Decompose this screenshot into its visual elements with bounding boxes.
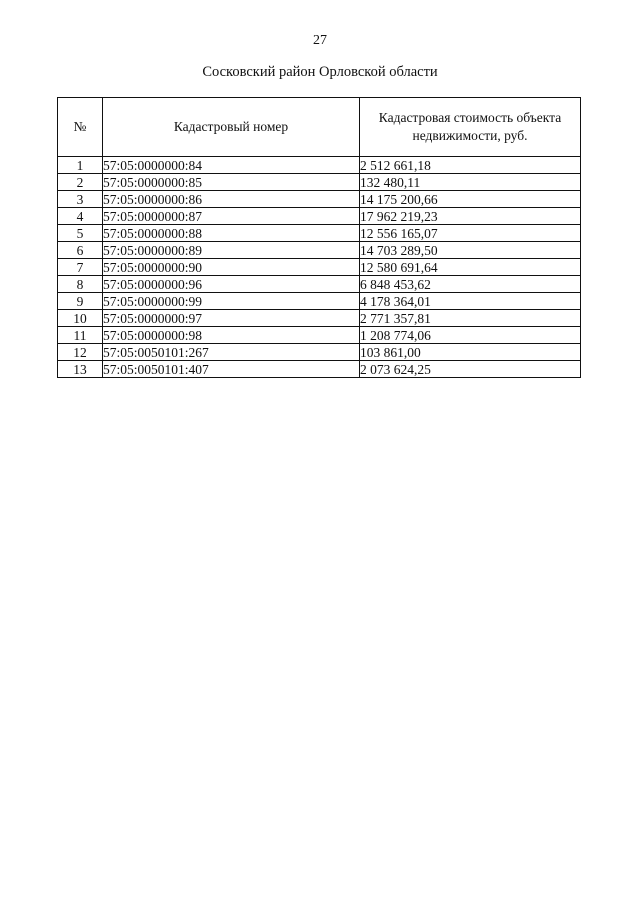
row-cadastral-value: 1 208 774,06 xyxy=(360,327,581,344)
header-cadastral-number: Кадастровый номер xyxy=(103,98,360,157)
table-row xyxy=(58,259,581,276)
row-cadastral-number: 57:05:0000000:89 xyxy=(103,242,360,259)
row-cadastral-value: 2 512 661,18 xyxy=(360,157,581,174)
table-row xyxy=(58,293,581,310)
table-row xyxy=(58,174,581,191)
document-title: Сосковский район Орловской области xyxy=(202,64,438,80)
row-cadastral-number: 57:05:0000000:88 xyxy=(103,225,360,242)
table-row xyxy=(58,327,581,344)
row-cadastral-number: 57:05:0050101:407 xyxy=(103,361,360,378)
row-number: 8 xyxy=(58,276,103,293)
row-number: 3 xyxy=(58,191,103,208)
row-cadastral-value: 2 771 357,81 xyxy=(360,310,581,327)
header-cadastral-value: Кадастровая стоимость объекта недвижимости, руб. xyxy=(360,98,581,157)
table-row xyxy=(58,361,581,378)
row-number: 2 xyxy=(58,174,103,191)
table-row xyxy=(58,208,581,225)
row-cadastral-number: 57:05:0000000:86 xyxy=(103,191,360,208)
row-number: 10 xyxy=(58,310,103,327)
table-row xyxy=(58,191,581,208)
page-number: 27 xyxy=(313,33,327,48)
header-num: № xyxy=(58,98,103,157)
row-number: 9 xyxy=(58,293,103,310)
table-row xyxy=(58,157,581,174)
row-cadastral-value: 17 962 219,23 xyxy=(360,208,581,225)
row-cadastral-number: 57:05:0050101:267 xyxy=(103,344,360,361)
row-cadastral-number: 57:05:0000000:96 xyxy=(103,276,360,293)
row-cadastral-value: 14 175 200,66 xyxy=(360,191,581,208)
cadastral-value-table xyxy=(57,97,581,378)
row-number: 1 xyxy=(58,157,103,174)
row-cadastral-value: 2 073 624,25 xyxy=(360,361,581,378)
row-cadastral-number: 57:05:0000000:98 xyxy=(103,327,360,344)
row-number: 11 xyxy=(58,327,103,344)
table-row xyxy=(58,242,581,259)
row-cadastral-value: 103 861,00 xyxy=(360,344,581,361)
row-number: 7 xyxy=(58,259,103,276)
row-cadastral-number: 57:05:0000000:99 xyxy=(103,293,360,310)
row-cadastral-value: 14 703 289,50 xyxy=(360,242,581,259)
table-header-row xyxy=(58,98,581,157)
row-cadastral-value: 12 580 691,64 xyxy=(360,259,581,276)
table-row xyxy=(58,310,581,327)
table-row xyxy=(58,225,581,242)
row-cadastral-number: 57:05:0000000:87 xyxy=(103,208,360,225)
row-cadastral-value: 132 480,11 xyxy=(360,174,581,191)
row-cadastral-number: 57:05:0000000:84 xyxy=(103,157,360,174)
table-body xyxy=(58,157,581,378)
row-number: 12 xyxy=(58,344,103,361)
row-number: 13 xyxy=(58,361,103,378)
row-number: 6 xyxy=(58,242,103,259)
row-cadastral-value: 6 848 453,62 xyxy=(360,276,581,293)
row-cadastral-number: 57:05:0000000:85 xyxy=(103,174,360,191)
table-row xyxy=(58,276,581,293)
row-cadastral-value: 4 178 364,01 xyxy=(360,293,581,310)
row-number: 5 xyxy=(58,225,103,242)
row-cadastral-number: 57:05:0000000:90 xyxy=(103,259,360,276)
row-number: 4 xyxy=(58,208,103,225)
table-row xyxy=(58,344,581,361)
row-cadastral-number: 57:05:0000000:97 xyxy=(103,310,360,327)
row-cadastral-value: 12 556 165,07 xyxy=(360,225,581,242)
